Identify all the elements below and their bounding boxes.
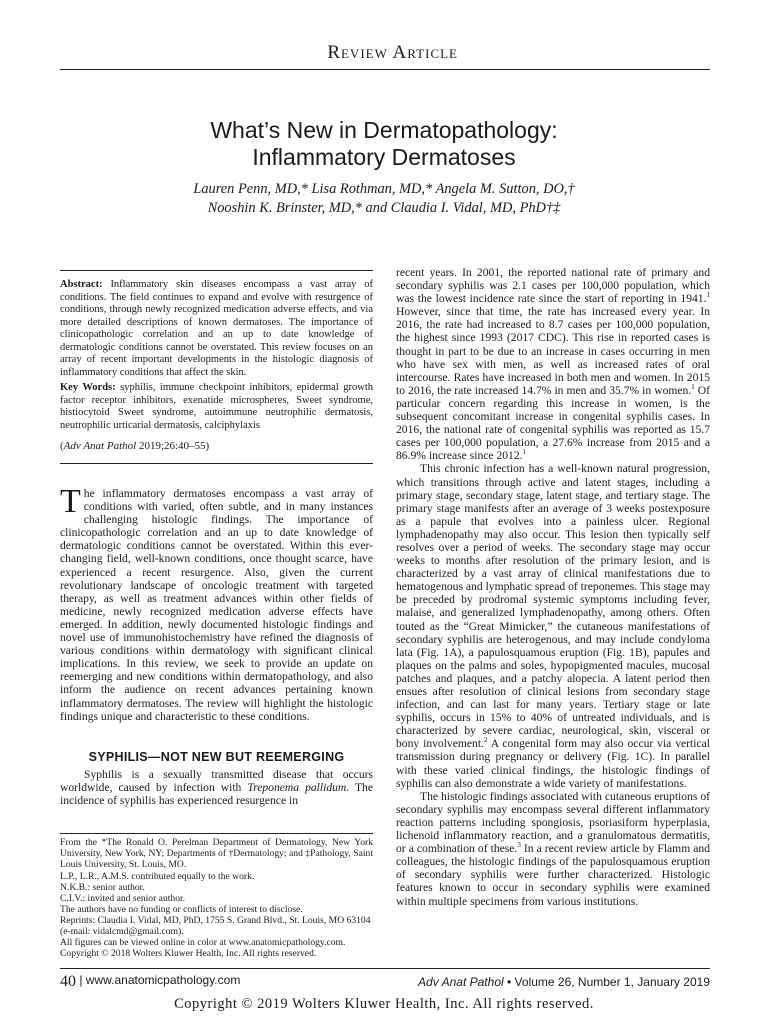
key-words [60, 382, 373, 432]
syphilis-text-a: Syphilis is a sexually transmitted disease that occurs worldwide, caused by infection with [60, 768, 373, 795]
p1b-text: However, since that time, the rate has increased every year. In 2016, the rate had increased to 8.7 cases per 100,000 population, the highest since 1993 (2017 CDC). This rise in reported cases is thought in part to be due to an increase in cases occurring in men who have sex with men, as well as increased rates of oral intercourse. Rates have increased in both men and women. In 2015 to 2016, the rate increased 14.7% in men and 35.7% in women. [396, 305, 710, 397]
footnote-funding: The authors have no funding or conflicts of interest to disclose. [60, 904, 303, 915]
title-line-2: Inflammatory Dermatoses [252, 144, 516, 170]
authors-line-2: Nooshin K. Brinster, MD,* and Claudia I. Vidal, MD, PhD†‡ [207, 200, 561, 216]
citation-journal: Adv Anat Pathol [63, 440, 137, 452]
footer-right [418, 975, 710, 989]
page-number: 40 [60, 973, 76, 990]
article-title [0, 117, 768, 171]
keywords-text: syphilis, immune checkpoint inhibitors, epidermal growth factor receptor inhibitors, exenatide microspheres, Sweet syndrome, histiocytoid Sweet syndrome, autoimmune neutrophilic dermatosis, neutrophilic urticarial dermatosis, calciphylaxis [60, 382, 373, 431]
syphilis-text-b: . The incidence of syphilis has experienced resurgence in [60, 781, 373, 808]
right-paragraph-3 [396, 790, 710, 908]
footnote-rule [60, 833, 373, 834]
right-column [396, 266, 710, 908]
footer-volume: Volume 26, Number 1, January 2019 [514, 975, 710, 989]
footnote-copyright: Copyright © 2018 Wolters Kluwer Health, Inc. All rights reserved. [60, 948, 317, 959]
ref-3: 3 [517, 841, 521, 850]
footer-journal: Adv Anat Pathol [418, 975, 504, 989]
ref-1c: 1 [522, 448, 527, 457]
drop-cap: T [60, 483, 81, 520]
author-list [0, 180, 768, 218]
syphilis-organism: Treponema pallidum [247, 781, 347, 795]
footnote-figures-online: All figures can be viewed online in color at www.anatomicpathology.com. [60, 937, 346, 948]
syphilis-paragraph [60, 768, 373, 807]
footer-left [60, 973, 240, 991]
footnote-affiliations: From the *The Ronald O. Perelman Department of Dermatology, New York University, New York, NY; Departments of †Dermatology; and ‡Pathology, Saint Louis University, St. Louis, MO. [60, 837, 373, 870]
footnote-reprints: Reprints: Claudia I. Vidal, MD, PhD, 1755 S. Grand Blvd., St. Louis, MO 63104 (e-mail: vidalcmd@gmail.com). [60, 915, 371, 937]
journal-website-link[interactable]: www.anatomicpathology.com [85, 973, 241, 987]
abstract [60, 279, 373, 379]
section-heading-syphilis: SYPHILIS—NOT NEW BUT REEMERGING [88, 750, 345, 764]
p3-text: The histologic findings associated with cutaneous eruptions of secondary syphilis may encompass several different inflammatory reaction patterns including spongiosis, psoriasiform hyperplasia, lichenoid inflammatory reaction, and a granulomatous dermatitis, or a combination of these. [396, 789, 710, 856]
intro-paragraph [60, 483, 373, 723]
header-rule [60, 69, 710, 70]
footnote-senior-author: N.K.B.: senior author. [60, 882, 145, 893]
title-line-1: What’s New in Dermatopathology: [210, 117, 558, 143]
p1c-text: Of particular concern regarding this increase in women, is the subsequent concomitant increase in congenital syphilis cases. In 2016, the national rate of congenital syphilis was reported as 15.7 cases per 100,000 population, a 27.6% increase from 2015 and a 86.9% increase since 2012. [396, 383, 710, 463]
ref-1b: 1 [691, 382, 695, 391]
keywords-label: Key Words: [60, 382, 116, 393]
p3b-text: In a recent review article by Flamm and colleagues, the histologic findings of the papulosquamous eruption of secondary syphilis were further characterized. Histologic features known to occur in secondary syphilis were examined within multiple specimens from various institutions. [396, 842, 711, 908]
ref-1: 1 [706, 291, 710, 300]
p2b-text: A congenital form may also occur via vertical transmission during pregnancy or delivery (Fig. 1C). In parallel with these varied clinical findings, the histologic findings of syphilis can also demonstrate a wide variety of manifestations. [396, 737, 710, 790]
right-paragraph-1 [396, 266, 710, 462]
abstract-top-rule [60, 270, 373, 271]
p1-text: recent years. In 2001, the reported national rate of primary and secondary syphilis was 2.1 cases per 100,000 population, which was the lowest incidence rate since the start of reporting in 1941. [396, 266, 710, 306]
footnote-invited-author: C.I.V.: invited and senior author. [60, 893, 186, 904]
citation-details: 2019;26:40–55) [136, 440, 210, 452]
section-label: Review Article [327, 42, 458, 63]
citation-open: ( [60, 440, 64, 452]
abstract-label: Abstract: [60, 279, 103, 290]
footnote-equal-contribution: L.P., L.R., A.M.S. contributed equally to the work. [60, 871, 255, 882]
intro-text: he inflammatory dermatoses encompass a vast array of conditions with varied, often subtle, and in many instances challenging histologic findings. The importance of clinicopathologic correlation and an up to date knowledge of dermatologic conditions cannot be overstated. Within this ever-changing field, well-known conditions, once thought scarce, have experienced a recent resurgence. Also, given the current revolutionary landscape of oncologic treatment with targeted therapy, as well as treatment advances within other fields of medicine, newly recognized medication adverse effects have emerged. In addition, newly documented histologic findings and novel use of immunohistochemistry have refined the diagnosis of various conditions within dermatology with significant clinical implications. In this review, we seek to provide an update on reemerging and new conditions within dermatopathology, and also inform the audience on recent advances pertaining known inflammatory dermatoses. The review will highlight the histologic findings unique and characteristic to these conditions. [60, 487, 373, 723]
ref-2: 2 [483, 736, 488, 745]
footer-rule [60, 968, 710, 969]
article-citation [60, 440, 373, 453]
abstract-text: Inflammatory skin diseases encompass a vast array of conditions. The field continues to expand and evolve with resurgence of conditions, through newly recognized medication adverse effects, and via more detailed descriptions of known dermatoses. The importance of clinicopathologic correlation and an up to date knowledge of dermatologic conditions cannot be overstated. This review focuses on an array of recent important developments in the histologic diagnosis of inflammatory conditions that affect the skin. [60, 279, 373, 378]
footer-separator: | [79, 973, 86, 987]
p2-text: This chronic infection has a well-known natural progression, which transitions through active and latent stages, including a primary stage, secondary stage, latent stage, and tertiary stage. The primary stage manifests after an average of 3 weeks postexposure as a papule that evolves into a painless ulcer. Regional lymphadenopathy may also occur. This lesion then typically self resolves over a period of weeks. The secondary stage may occur weeks to months after resolution of the primary lesion, and is characterized by a vast array of clinical manifestations due to hematogenous and lymphatic spread of treponemes. This stage may be preceded by prodromal systemic symptoms including fever, malaise, and generalized lymphadenopathy, among others. Often touted as the “Great Mimicker,” the cutaneous manifestations of secondary syphilis are heterogenous, and may include condyloma lata (Fig. 1A), a papulosquamous eruption (Fig. 1B), papules and plaques on the palms and soles, hypopigmented macules, mucosal patches and plaques, and a patchy alopecia. A latent period then ensues after resolution of clinical lesions from secondary stage infection, and can last for many years. Tertiary stage or late syphilis, occurs in 15% to 40% of untreated individuals, and is characterized by severe cardiac, neurological, skin, visceral or bony involvement. [396, 462, 710, 751]
abstract-bottom-rule [60, 463, 373, 464]
authors-line-1: Lauren Penn, MD,* Lisa Rothman, MD,* Angela M. Sutton, DO,† [193, 181, 575, 197]
right-paragraph-2 [396, 462, 710, 789]
footer-bullet: • [503, 975, 515, 989]
page-copyright: Copyright © 2019 Wolters Kluwer Health, Inc. All rights reserved. [174, 996, 594, 1012]
